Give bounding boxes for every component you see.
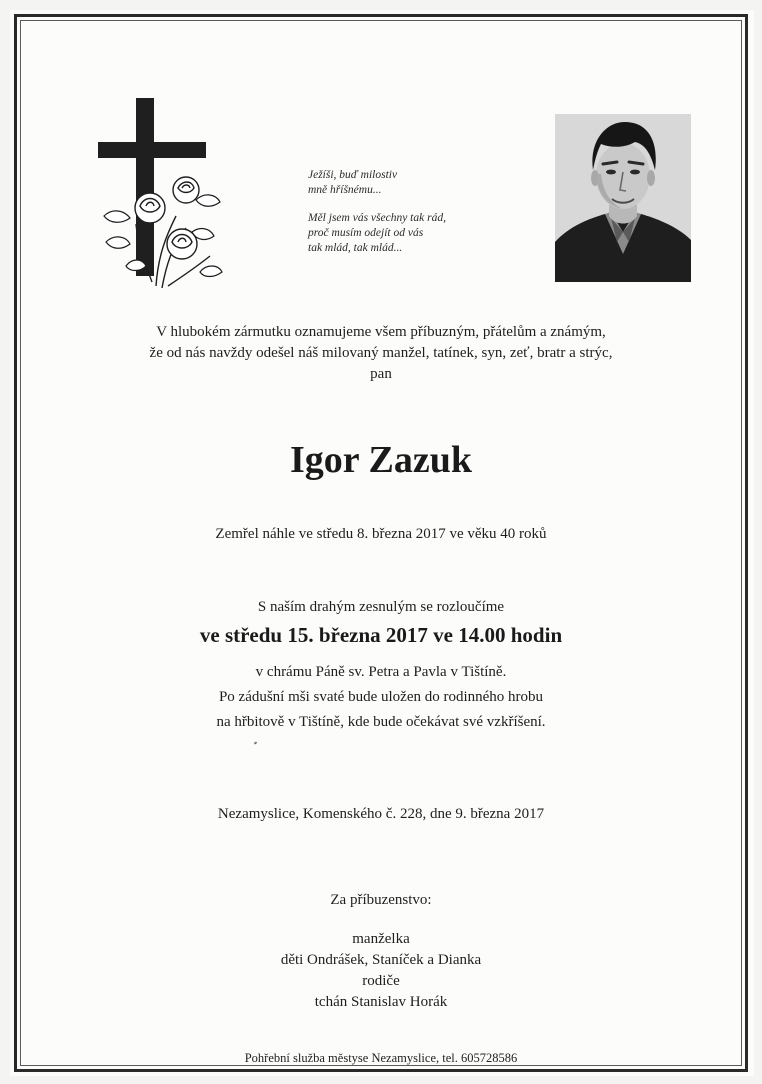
portrait-photo [555, 114, 691, 282]
family-member: rodiče [362, 973, 400, 989]
family-block [60, 890, 702, 1013]
verse-line: Ježíši, buď milostiv [308, 169, 398, 181]
verse-line: tak mlád, tak mlád... [308, 242, 403, 254]
place-date-text: Nezamyslice, Komenského č. 228, dne 9. března 2017 [217, 806, 545, 822]
verse-line: Měl jsem vás všechny tak rád, [308, 212, 446, 224]
verse-line: proč musím odejít od vás [308, 227, 424, 239]
death-text: Zemřel náhle ve středu 8. března 2017 ve věku 40 roků [215, 526, 547, 542]
farewell-detail-line: v chrámu Páně sv. Petra a Pavla v Tištíně. [255, 664, 507, 680]
family-heading: Za příbuzenstvo: [330, 892, 432, 908]
announcement-line: pan [370, 366, 392, 382]
place-and-date [60, 804, 702, 825]
verse-block [308, 168, 518, 269]
portrait-drawing [555, 114, 691, 282]
farewell-date-time: ve středu 15. března 2017 ve 14.00 hodin [199, 623, 563, 647]
announcement-text [60, 322, 702, 385]
farewell-detail-line: na hřbitově v Tištíně, kde bude očekávat své vzkříšení. [216, 714, 546, 730]
cross-with-roses-icon [96, 96, 226, 292]
farewell-intro-text: S naším drahým zesnulým se rozloučíme [257, 599, 505, 615]
verse-stanza [308, 168, 518, 198]
verse-stanza [308, 211, 518, 256]
deceased-name: Igor Zazuk [290, 439, 472, 481]
family-member: manželka [352, 931, 410, 947]
family-member: děti Ondrášek, Staníček a Dianka [280, 952, 482, 968]
farewell-details [60, 660, 702, 735]
announcement-line: že od nás navždy odešel náš milovaný manžel, tatínek, syn, zeť, bratr a strýc, [149, 345, 613, 361]
farewell-intro [60, 597, 702, 618]
death-line [60, 524, 702, 545]
farewell-detail-line: Po zádušní mši svaté bude uložen do rodinného hrobu [218, 689, 544, 705]
family-member: tchán Stanislav Horák [314, 994, 448, 1010]
verse-line: mně hříšnému... [308, 184, 382, 196]
funeral-service-footer: Pohřební služba městyse Nezamyslice, tel. 605728586 [244, 1051, 518, 1065]
announcement-line: V hlubokém zármutku oznamujeme všem příbuzným, přátelům a známým, [156, 324, 606, 340]
